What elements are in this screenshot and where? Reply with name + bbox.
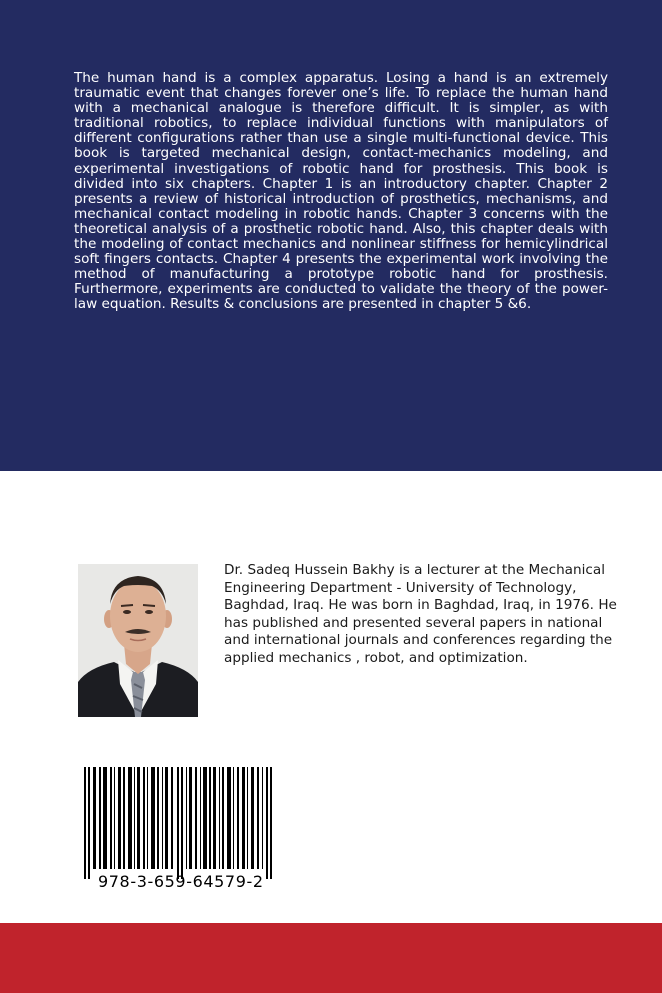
isbn-number: 978-3-659-64579-2 [98,872,264,891]
book-blurb: The human hand is a complex apparatus. Losing a hand is an extremely traumatic event that changes forever one’s life. To replace the human hand with a mechanical analogue is therefore difficult. It is simpler, as with traditional robotics, to replace individual functions with manipulators of different configurations rather than use a single multi-functional device. This book is targeted mechanical design, contact-mechanics modeling, and experimental investigations of robotic hand for prosthesis. This book is divided into six chapters. Chapter 1 is an introductory chapter. Chapter 2 presents a review of historical introduction of prosthetics, mechanisms, and mechanical contact modeling in robotic hands. Chapter 3 concerns with the theoretical analysis of a prosthetic robotic hand. Also, this chapter deals with the modeling of contact mechanics and nonlinear stiffness for hemicylindrical soft fingers contacts. Chapter 4 presents the experimental work involving the method of manufacturing a prototype robotic hand for prosthesis. Furthermore, experiments are conducted to validate the theory of the power-law equation. Results & conclusions are presented in chapter 5 &6. [74,70,608,313]
blurb-panel [0,0,662,471]
bottom-color-band [0,923,662,993]
author-bio: Dr. Sadeq Hussein Bakhy is a lecturer at the Mechanical Engineering Department - University of Technology, Baghdad, Iraq. He was born in Baghdad, Iraq, in 1976. He has published and presented several papers in national and international journals and conferences regarding the applied mechanics , robot, and optimization. [224,562,617,666]
author-photo [78,564,198,717]
